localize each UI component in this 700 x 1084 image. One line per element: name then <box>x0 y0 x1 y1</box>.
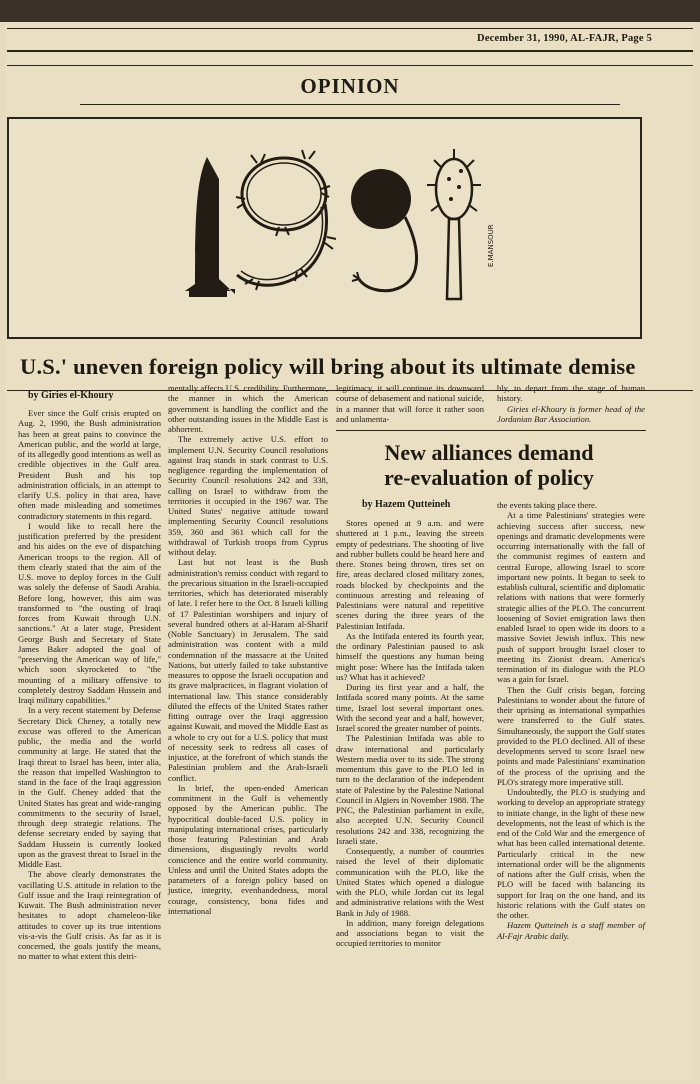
paragraph: Last but not least is the Bush administration's remiss conduct with regard to the precarious situation in the Israeli-occupied territories, which has deteriorated miserably of late. I refer here to the Oct. 8 Israeli killing of 17 Palestinian worshipers and injury of several hundred others at al-Haram al-Sharif (Noble Sanctuary) in Jerusalem. The said administration was content with a mild condemnation of the massacre at the United Nations, but utterly failed to take substantive measures to oppose the Israeli occupation and its grave malpractices, in flagrant violation of international law. This stance considerably diluted the effects of the United States rather fitting outrage over the Iraqi aggression against Kuwait, and moved the Middle East as a whole to cry out for a U.S. policy that must of necessity seek to redress all cases of injustice, at the forefront of which stands the Palestinian problem and the Arab-Israeli conflict. <box>168 557 328 783</box>
article2-column-1 <box>336 518 484 949</box>
cartoon-artwork <box>7 117 642 339</box>
header-rule-thin <box>7 65 693 66</box>
paragraph: At a time Palestinians' strategies were achieving success after success, new openings and dramatic developments were occurring internationally with the fall of the communist regimes of eastern and central Europe, allowing Israel to score important new points. It began to seek to establish cultural, scientific and diplomatic relations with nations that were formerly strategic allies of the PLO. The concurrent loosening of Soviet emigration laws then enabled Israel to open wide its doors to a massive Soviet Jewish influx. This new push of support brought Israel closer to meeting its Zionist dream. America's termination of its dialogue with the PLO was a gain for Israel. <box>497 510 645 685</box>
author-note: Giries el-Khoury is former head of the Jordanian Bar Association. <box>497 403 645 424</box>
article1-column-2 <box>168 383 328 916</box>
article2-headline <box>344 440 634 490</box>
paragraph: During its first year and a half, the Intifada scored many points. At the same time, Israel lost several important ones. With the second year and a half, however, Israel scored the greater number of points. <box>336 682 484 733</box>
paragraph: In addition, many foreign delegations and associations began to visit the occupied territories to monitor <box>336 917 484 949</box>
paragraph: I would like to recall here the justification preferred by the president and his aides on the eve of dispatching American troops to the region. All of them clearly stated that the aim of the U.S. move to deploy forces in the Gulf was solely the defense of Saudi Arabia. Before long, however, this aim was transformed to "the ousting of Iraqi forces from Kuwait through U.N. sanctions." At a later stage, President George Bush and Secretary of State James Baker adopted the goal of "preserving the American way of life," which soon skyrocketed to "the mounting of a military offensive to completely destroy Saddam Hussein and Iraqi military capabilities." <box>18 520 161 705</box>
paragraph: As the Intifada entered its fourth year, the ordinary Palestinian paused to ask himself the questions any human being might pose: Where has the Intifada taken us? What has it achieved? <box>336 630 484 682</box>
paragraph: Then the Gulf crisis began, forcing Palestinians to wonder about the future of their uprising as international sympathies were transferred to the Gulf states. Simultaneously, the support the Gulf states provided to the PLO declined. All of these developments served to score Israel new points and made Palestinians' examination of the process of the uprising and the PLO's strategy more imperative still. <box>497 684 645 787</box>
paragraph: legitimacy, it will continue its downward course of debasement and national suicide, in a manner that will force it rather soon and unlamenta- <box>336 383 484 424</box>
header-rule <box>7 50 693 52</box>
article1-column-1 <box>18 408 161 962</box>
paragraph: Ever since the Gulf crisis erupted on Aug. 2, 1990, the Bush administration has been at great pains to convince the American public, and the world at large, of its allegedly good intentions as well as credible objectives in the Gulf area. President Bush and his top administration officials, in an attempt to clarify U.S. policy in that area, have often made misleading and sometimes contradictory statements in this regard. <box>18 408 161 521</box>
paragraph: In a very recent statement by Defense Secretary Dick Cheney, a totally new excuse was offered to the American public, the media and the world community at large. He stated that the Iraqi threat to Israel has been, inter alia, the reason that impelled Washington to stand in the face of the Iraqi aggression in the Gulf. Cheney added that the United States has great and wide-ranging commitments to the security of Israel, through deep strategic relations. The defense secretary ended by saying that Saddam Hussein is currently looked upon as the gravest threat to Israel in the Middle East. <box>18 705 161 869</box>
author-note: Hazem Qutteineh is a staff member of Al-Fajr Arabic daily. <box>497 920 645 941</box>
section-rule <box>80 104 620 105</box>
missile-icon <box>185 157 235 297</box>
paragraph: Stores opened at 9 a.m. and were shuttered at 1 p.m., leaving the streets empty of pedestrians. The shooting of live and rubber bullets could be heard here and there. Stones being thrown, tires set on fire, areas declared closed military zones, roads blocked by checkpoints and the continuous arresting and releasing of Palestinians were natural and repetitive scenes during the three years of the Palestinian Intifada. <box>336 518 484 631</box>
page-top-edge <box>0 0 700 22</box>
paragraph: The Palestinian Intifada was able to draw international and particularly Western media over to its side. The strong momentum this gave to the PLO led in turn to the declaration of the independent state of Palestine by the Palestine National Council in Algiers in November 1988. The PNC, the Palestinian parliament in exile, also accepted U.N. Security Council resolutions 242 and 338, recognizing the Israeli state. <box>336 733 484 846</box>
artist-signature: E.MANSOUR <box>487 224 495 267</box>
spiked-club-icon <box>427 149 481 299</box>
paragraph: The above clearly demonstrates the vacillating U.S. attitude in relation to the Gulf issue and the Iraqi reintegration of Kuwait. The Bush administration never hesitates to adopt chameleon-like attitudes to cover up its true intentions vis-a-vis the Gulf crisis. As far as it is concerned, the goals justify the means, no matter to what extent this detri- <box>18 869 161 962</box>
article1-column-4 <box>497 383 645 424</box>
article2-column-2 <box>497 500 645 941</box>
paragraph: Undoubtedly, the PLO is studying and working to develop an appropriate strategy to initiate change, in the light of these new developments, not the least of which is the end of the Cold War and the emergence of what has been called international detente. Particularly critical in the new international order will be the alignments of nations after the Gulf crisis, when the PLO will be faced with balancing its support for Iraq on the one hand, and its historic relations with the Gulf states on the other. <box>497 787 645 920</box>
article2-top-rule <box>336 430 646 431</box>
article1-byline: by Giries el-Khoury <box>28 390 114 401</box>
article1-headline: U.S.' uneven foreign policy will bring about its ultimate demise <box>20 354 636 379</box>
barbed-wire-icon <box>236 150 336 290</box>
bomb-icon <box>351 169 417 291</box>
cartoon-1991-illustration <box>9 119 640 337</box>
section-title: OPINION <box>300 74 400 98</box>
article2-headline-line1: New alliances demand <box>384 440 594 465</box>
article2-headline-line2: re-evaluation of policy <box>384 465 594 490</box>
header-rule-top <box>7 28 693 29</box>
paragraph: the events taking place there. <box>497 500 597 510</box>
paragraph: The extremely active U.S. effort to implement U.N. Security Council resolutions against Iraq stands in stark contrast to U.S. negligence regarding the implementation of Security Council resolutions 242 and 338, calling on Israel to withdraw from the territories it occupied in the 1967 war. The United States' negative attitude toward implementing Security Council resolutions 359, 360 and 361 which call for the withdrawal of Turkish troops from Cyprus without delay. <box>168 434 328 557</box>
article1-column-3 <box>336 383 484 424</box>
paragraph: bly, to depart from the stage of human history. <box>497 383 645 404</box>
paragraph: Consequently, a number of countries raised the level of their diplomatic communication with the PLO, like the United States which opened a dialogue with the PLO, while Jordan cut its legal and administrative relations with the West Bank in July of 1988. <box>336 846 484 918</box>
paragraph: mentally affects U.S. credibility. Furthermore, the manner in which the American government is handling the conflict and the other outstanding issues in the Middle East is abhorrent. <box>168 383 328 434</box>
paragraph: In brief, the open-ended American commitment in the Gulf is vehemently opposed by the American public. The hypocritical double-faced U.S. policy in manipulating international crises, particularly those featuring Palestinian and Arab dimensions, disgustingly revolts world conscience and the entire world community. Unless and until the United States adopts the parameters of a foreign policy based on justice, integrity, evenhandedness, moral courage, consistency, bona fides and international <box>168 782 328 916</box>
dateline: December 31, 1990, AL-FAJR, Page 5 <box>477 33 652 44</box>
article2-byline: by Hazem Qutteineh <box>362 499 451 510</box>
